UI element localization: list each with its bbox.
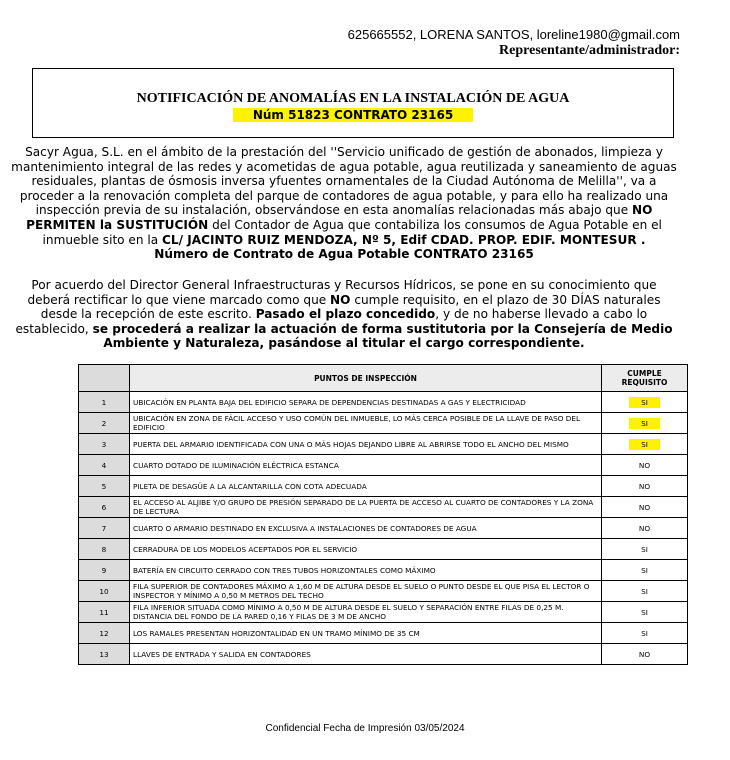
table-row [79, 392, 688, 413]
intro-emphasis: NO [632, 203, 653, 218]
intro-line: Sacyr Agua, S.L. en el ámbito de la prestación del ''Servicio unificado de gestión de abonados, limpieza y [25, 145, 663, 159]
table-row [79, 518, 688, 539]
table-row [79, 413, 688, 434]
notification-number: Núm 51823 CONTRATO 23165 [233, 108, 473, 122]
intro-line: proceder a la renovación completa del parque de contadores de agua potable, y para ello ha realizado una [19, 188, 669, 203]
header-points: PUNTOS DE INSPECCIÓN [130, 365, 602, 392]
row-answer-cell [602, 539, 688, 560]
row-number: 4 [79, 455, 130, 476]
row-number: 7 [79, 518, 130, 539]
row-answer: NO [638, 649, 651, 659]
row-answer: NO [638, 502, 651, 512]
row-description: EL ACCESO AL ALJIBE Y/O GRUPO DE PRESIÓN SEPARADO DE LA PUERTA DE ACCESO AL CUARTO DE CONTADORES Y LA ZONA DE LECTURA [130, 497, 602, 518]
row-answer-cell [602, 434, 688, 455]
notice-line [5, 293, 683, 308]
table-header-row [79, 365, 688, 392]
table-row [79, 476, 688, 497]
row-answer: SI [641, 565, 648, 575]
table-row [79, 644, 688, 665]
row-description: UBICACIÓN EN PLANTA BAJA DEL EDIFICIO SEPARA DE DEPENDENCIAS DESTINADAS A GAS Y ELECTRICIDAD [130, 392, 602, 413]
row-answer: SI [641, 607, 648, 617]
property-address: CL/ JACINTO RUIZ MENDOZA, Nº 5, Edif CDAD. PROP. EDIF. MONTESUR . [162, 232, 646, 247]
row-answer: SI [641, 544, 648, 554]
notice-emphasis: NO [330, 292, 351, 307]
row-description: LLAVES DE ENTRADA Y SALIDA EN CONTADORES [130, 644, 602, 665]
notice-text: deberá rectificar lo que viene marcado como que [27, 292, 327, 307]
table-row [79, 602, 688, 623]
row-answer: SI [629, 397, 660, 408]
row-description: CUARTO DOTADO DE ILUMINACIÓN ELÉCTRICA ESTANCA [130, 455, 602, 476]
row-answer: SI [641, 628, 648, 638]
contract-number: Número de Contrato de Agua Potable CONTRATO 23165 [154, 247, 534, 262]
row-number: 13 [79, 644, 130, 665]
table-row [79, 455, 688, 476]
row-number: 3 [79, 434, 130, 455]
document-title: NOTIFICACIÓN DE ANOMALÍAS EN LA INSTALACIÓN DE AGUA [136, 91, 570, 106]
notice-emphasis: se procederá a realizar la actuación de forma sustitutoria por la Consejería de Medio [92, 321, 673, 336]
intro-text: del Contador de Agua que contabiliza los consumos de Agua Potable en el [212, 217, 662, 232]
notice-line [5, 307, 683, 322]
table-row [79, 581, 688, 602]
intro-line [5, 247, 683, 262]
notice-line [5, 322, 683, 337]
notice-emphasis: Ambiente y Naturaleza, pasándose al titular el cargo correspondiente. [103, 336, 585, 351]
table-row [79, 497, 688, 518]
row-description: FILA INFERIOR SITUADA COMO MÍNIMO A 0,50 M DE ALTURA DESDE EL SUELO Y SEPARACIÓN ENTRE FILAS DE 0,25 M. DISTANCIA DEL FONDO DE LA PARED 0,16 Y FILAS DE 3 M DE ANCHO [130, 602, 602, 623]
row-answer-cell [602, 476, 688, 497]
row-answer-cell [602, 392, 688, 413]
notice-text: cumple requisito, en el plazo de 30 DÍAS naturales [354, 292, 661, 307]
row-description: UBICACIÓN EN ZONA DE FÁCIL ACCESO Y USO COMÚN DEL INMUEBLE, LO MÁS CERCA POSIBLE DE LA LLAVE DE PASO DEL EDIFICIO [130, 413, 602, 434]
row-answer-cell [602, 644, 688, 665]
row-number: 1 [79, 392, 130, 413]
row-description: FILA SUPERIOR DE CONTADORES MÁXIMO A 1,60 M DE ALTURA DESDE EL SUELO O PUNTO DESDE EL QUE PISA EL LECTOR O INSPECTOR Y MÍNIMO A 0,50 M METROS DEL TECHO [130, 581, 602, 602]
row-answer-cell [602, 560, 688, 581]
table-row [79, 539, 688, 560]
row-answer-cell [602, 518, 688, 539]
row-answer: NO [638, 523, 651, 533]
row-description: BATERÍA EN CIRCUITO CERRADO CON TRES TUBOS HORIZONTALES COMO MÁXIMO [130, 560, 602, 581]
intro-line [5, 233, 683, 248]
notice-emphasis: Pasado el plazo concedido [255, 307, 436, 322]
row-number: 5 [79, 476, 130, 497]
notice-text: establecido, [15, 321, 89, 336]
table-row [79, 623, 688, 644]
intro-text: inmueble sito en la [42, 232, 159, 247]
intro-line [5, 218, 683, 233]
row-answer: SI [641, 586, 648, 596]
row-number: 10 [79, 581, 130, 602]
intro-text: inspección previa de su instalación, observándose en esta anomalías relacionadas más abajo que [35, 203, 629, 218]
intro-line [5, 203, 683, 218]
row-number: 2 [79, 413, 130, 434]
table-row [79, 560, 688, 581]
row-answer-cell [602, 497, 688, 518]
inspection-table [78, 364, 688, 665]
notice-text: , y de no haberse llevado a cabo lo [435, 307, 648, 322]
row-answer: SI [629, 439, 660, 450]
table-row [79, 434, 688, 455]
contact-block [348, 27, 680, 59]
intro-line: residuales, plantas de ósmosis inversa yfuentes ornamentales de la Ciudad Autónoma de Melilla'', va a [31, 174, 657, 189]
notice-paragraph [5, 278, 683, 351]
header-number-cell [79, 365, 130, 392]
row-answer: NO [638, 460, 651, 470]
table-body [79, 392, 688, 665]
row-number: 9 [79, 560, 130, 581]
intro-emphasis: PERMITEN la SUSTITUCIÓN [26, 217, 209, 232]
row-answer-cell [602, 623, 688, 644]
row-answer-cell [602, 455, 688, 476]
row-answer-cell [602, 581, 688, 602]
intro-paragraph [5, 145, 683, 262]
notice-text: desde la recepción de este escrito. [40, 307, 252, 322]
row-number: 8 [79, 539, 130, 560]
row-answer-cell [602, 602, 688, 623]
row-answer-cell [602, 413, 688, 434]
footer-print-date: Confidencial Fecha de Impresión 03/05/2024 [265, 723, 465, 734]
role-label: Representante/administrador: [499, 43, 680, 58]
row-description: CUARTO O ARMARIO DESTINADO EN EXCLUSIVA A INSTALACIONES DE CONTADORES DE AGUA [130, 518, 602, 539]
row-number: 12 [79, 623, 130, 644]
row-description: CERRADURA DE LOS MODELOS ACEPTADOS POR EL SERVICIO [130, 539, 602, 560]
notice-line: Por acuerdo del Director General Infraestructuras y Recursos Hídricos, se pone en su conocimiento que [31, 278, 657, 292]
row-description: LOS RAMALES PRESENTAN HORIZONTALIDAD EN UN TRAMO MÍNIMO DE 35 CM [130, 623, 602, 644]
title-box [32, 68, 674, 138]
header-cumple: CUMPLE REQUISITO [602, 365, 688, 392]
row-answer: SI [629, 418, 660, 429]
contact-line: 625665552, LORENA SANTOS, loreline1980@gmail.com [347, 27, 680, 42]
intro-line: mantenimiento integral de las redes y acometidas de agua potable, agua reutilizada y saneamiento de aguas [11, 159, 677, 174]
row-description: PILETA DE DESAGÜE A LA ALCANTARILLA CON COTA ADECUADA [130, 476, 602, 497]
row-number: 11 [79, 602, 130, 623]
row-answer: NO [638, 481, 651, 491]
row-number: 6 [79, 497, 130, 518]
notice-line [5, 336, 683, 351]
row-description: PUERTA DEL ARMARIO IDENTIFICADA CON UNA O MÁS HOJAS DEJANDO LIBRE AL ABRIRSE TODO EL ANCHO DEL MISMO [130, 434, 602, 455]
